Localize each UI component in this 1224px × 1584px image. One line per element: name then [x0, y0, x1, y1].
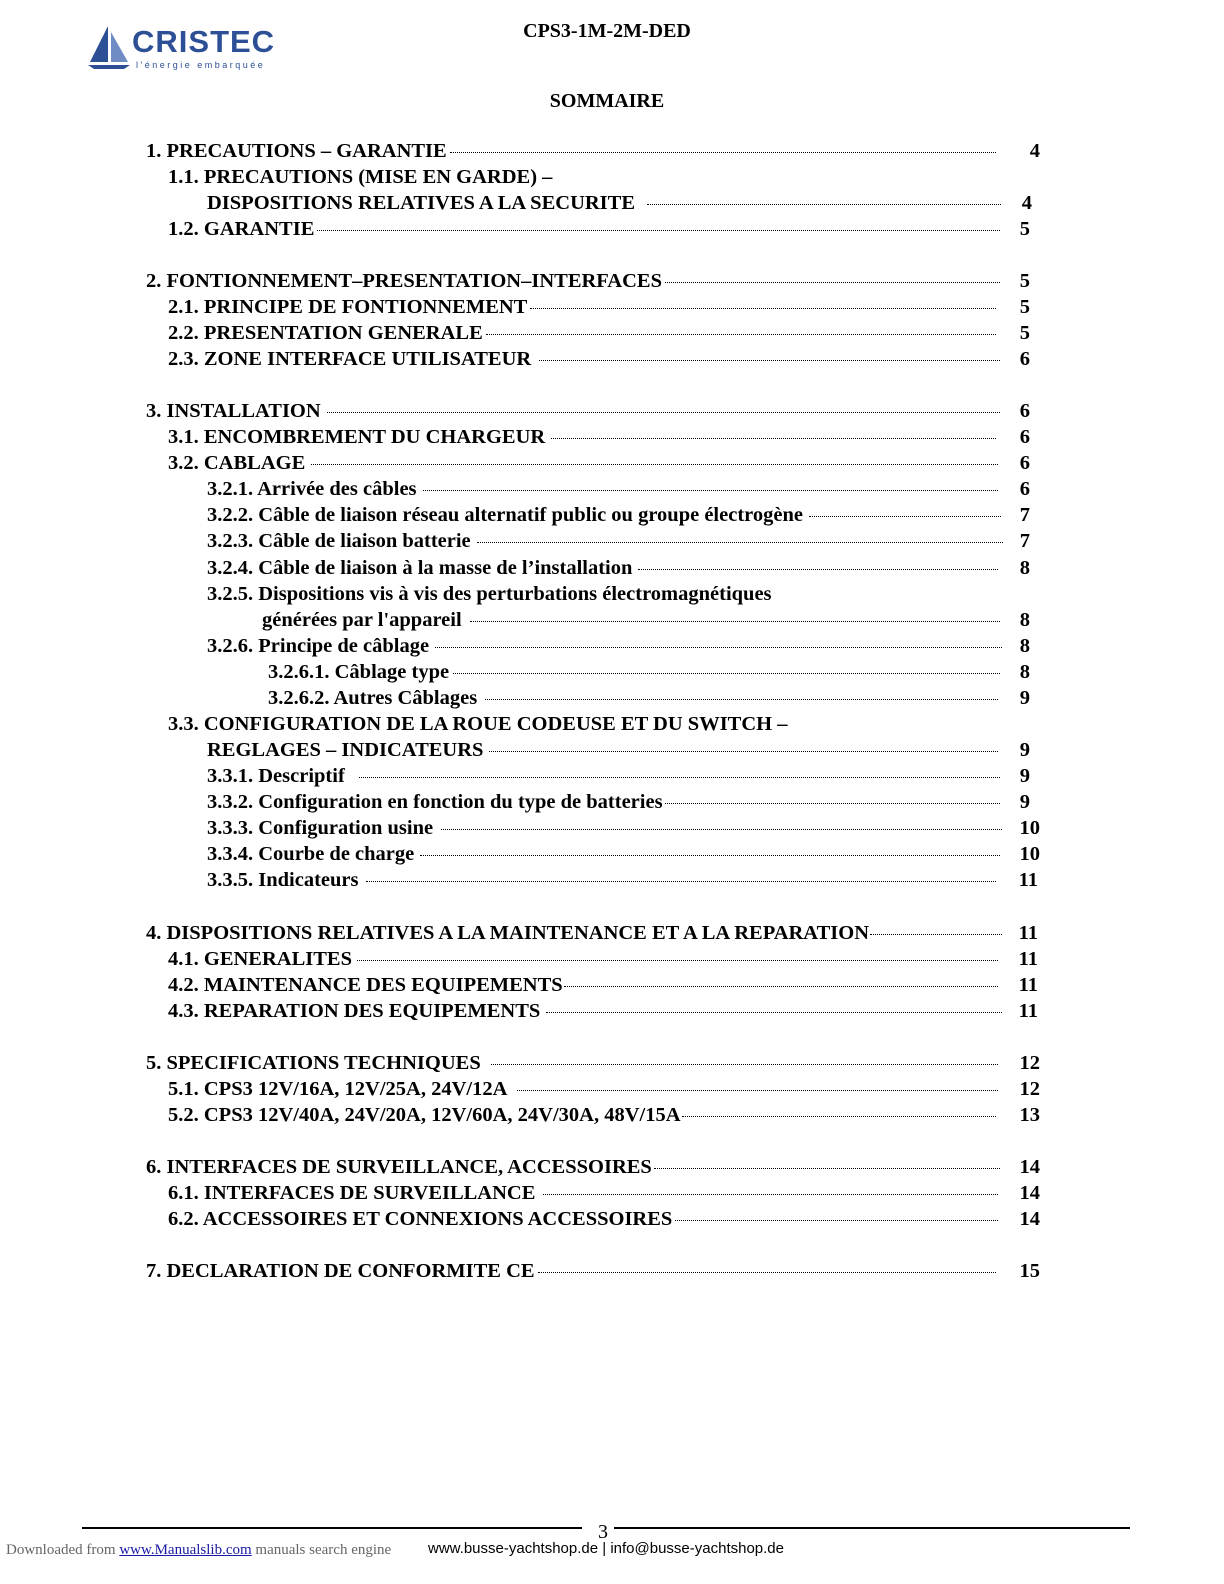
toc-leader	[477, 542, 1003, 543]
toc-entry-label: 3.2. CABLAGE	[168, 452, 306, 474]
toc-leader	[311, 464, 998, 465]
toc-entry[interactable]	[268, 661, 1030, 687]
toc-entry-page: 13	[1019, 1104, 1040, 1126]
toc-entry-label: 6.2. ACCESSOIRES ET CONNEXIONS ACCESSOIRES	[168, 1208, 673, 1230]
toc-entry[interactable]	[168, 1078, 1040, 1104]
toc-entry[interactable]	[207, 817, 1040, 843]
toc-leader	[441, 829, 1002, 830]
toc-entry-page: 6	[1019, 426, 1030, 448]
toc-entry[interactable]	[168, 348, 1030, 374]
toc-entry[interactable]	[168, 1182, 1040, 1208]
toc-entry[interactable]	[207, 843, 1040, 869]
toc-entry[interactable]	[207, 530, 1030, 556]
toc-leader	[809, 516, 1001, 517]
toc-leader	[486, 334, 996, 335]
toc-entry-page: 5	[1019, 218, 1030, 240]
page-number: 3	[598, 1521, 608, 1543]
toc-entry-page: 14	[1019, 1182, 1040, 1204]
toc-entry-label: générées par l'appareil	[262, 609, 462, 631]
toc-entry-page: 8	[1019, 661, 1030, 683]
toc-leader	[665, 803, 1000, 804]
toc-leader	[870, 934, 1002, 935]
toc-entry-page: 6	[1019, 452, 1030, 474]
toc-entry[interactable]	[146, 1052, 1040, 1078]
toc-leader	[543, 1194, 998, 1195]
toc-entry-label: 2.2. PRESENTATION GENERALE	[168, 322, 483, 344]
toc-entry-page: 5	[1019, 270, 1030, 292]
toc-entry[interactable]	[207, 791, 1030, 817]
toc-entry[interactable]	[207, 635, 1030, 661]
toc-entry-label: 5. SPECIFICATIONS TECHNIQUES	[146, 1052, 481, 1074]
toc-entry-label: 4.1. GENERALITES	[168, 948, 352, 970]
toc-entry[interactable]	[168, 296, 1030, 322]
toc-entry[interactable]	[168, 426, 1030, 452]
toc-leader	[675, 1220, 998, 1221]
toc-entry-label: 4.3. REPARATION DES EQUIPEMENTS	[168, 1000, 541, 1022]
toc-entry[interactable]	[168, 1000, 1038, 1026]
download-suffix: manuals search engine	[255, 1542, 392, 1558]
document-title: CPS3-1M-2M-DED	[523, 20, 691, 42]
toc-entry-label: 4.2. MAINTENANCE DES EQUIPEMENTS	[168, 974, 563, 996]
toc-entry-label: DISPOSITIONS RELATIVES A LA SECURITE	[207, 192, 635, 214]
toc-entry-page: 6	[1019, 348, 1030, 370]
toc-entry-label: 4. DISPOSITIONS RELATIVES A LA MAINTENANCE ET A LA REPARATION	[146, 922, 869, 944]
toc-entry-label: 3.2.2. Câble de liaison réseau alternatif public ou groupe électrogène	[207, 504, 803, 526]
download-prefix: Downloaded from	[6, 1542, 116, 1558]
toc-entry[interactable]	[168, 218, 1030, 244]
toc-entry-page: 9	[1019, 791, 1030, 813]
toc-entry[interactable]	[146, 140, 1040, 166]
toc-entry-label: 3.2.6.1. Câblage type	[268, 661, 450, 683]
toc-leader	[654, 1168, 1000, 1169]
toc-leader	[551, 438, 996, 439]
toc-entry-page: 14	[1019, 1156, 1040, 1178]
toc-leader	[485, 699, 998, 700]
download-note	[6, 1542, 391, 1559]
toc-entry-label: 7. DECLARATION DE CONFORMITE CE	[146, 1260, 535, 1282]
toc-entry-page: 4	[1021, 192, 1032, 214]
toc-leader	[491, 1064, 998, 1065]
toc-entry[interactable]	[268, 687, 1030, 713]
toc-leader	[450, 152, 996, 153]
toc-entry-label: 6. INTERFACES DE SURVEILLANCE, ACCESSOIRES	[146, 1156, 652, 1178]
toc-leader	[435, 647, 1002, 648]
toc-entry[interactable]	[168, 1208, 1040, 1234]
toc-entry-page: 9	[1019, 687, 1030, 709]
toc-entry-label: 3.3.2. Configuration en fonction du type de batteries	[207, 791, 663, 813]
toc-entry-page: 12	[1019, 1078, 1040, 1100]
toc-leader	[682, 1116, 997, 1117]
toc-entry[interactable]	[168, 948, 1038, 974]
toc-entry[interactable]	[168, 974, 1038, 1000]
toc-leader	[564, 986, 998, 987]
toc-leader	[470, 621, 1000, 622]
toc-entry[interactable]	[207, 869, 1038, 895]
toc-leader	[647, 204, 1001, 205]
toc-entry[interactable]	[146, 400, 1030, 426]
toc-entry-page: 10	[1019, 843, 1040, 865]
logo-tagline: l'énergie embarquée	[136, 60, 266, 70]
toc-leader	[317, 230, 1000, 231]
toc-entry-page: 11	[1018, 948, 1038, 970]
toc-entry-page: 4	[1029, 140, 1040, 162]
toc-entry[interactable]	[207, 583, 998, 609]
toc-entry-label: 3.2.6.2. Autres Câblages	[268, 687, 478, 709]
toc-entry-page: 9	[1019, 765, 1030, 787]
toc-entry-page: 6	[1019, 400, 1030, 422]
toc-entry-label: 3.3.5. Indicateurs	[207, 869, 359, 891]
toc-entry-label: 3.3. CONFIGURATION DE LA ROUE CODEUSE ET DU SWITCH –	[168, 713, 788, 735]
toc-entry-label: 3.1. ENCOMBREMENT DU CHARGEUR	[168, 426, 546, 448]
toc-entry[interactable]	[262, 609, 1030, 635]
toc-leader	[420, 855, 1000, 856]
toc-entry-page: 8	[1019, 557, 1030, 579]
toc-entry[interactable]	[207, 478, 1030, 504]
toc-leader	[423, 490, 998, 491]
toc-leader	[530, 308, 996, 309]
toc-entry-page: 11	[1018, 1000, 1038, 1022]
toc-leader	[638, 569, 998, 570]
toc-entry-label: 3.3.4. Courbe de charge	[207, 843, 415, 865]
toc-entry-page: 10	[1019, 817, 1040, 839]
toc-leader	[538, 1272, 996, 1273]
toc-entry[interactable]	[207, 557, 1030, 583]
toc-entry-page: 14	[1019, 1208, 1040, 1230]
toc-entry-page: 8	[1019, 609, 1030, 631]
toc-entry-label: 3.2.1. Arrivée des câbles	[207, 478, 417, 500]
logo-brand-text: CRISTEC	[132, 24, 276, 59]
footer-rule-left	[82, 1527, 582, 1529]
toc-entry[interactable]	[207, 765, 1030, 791]
toc-leader	[517, 1090, 998, 1091]
toc-entry-page: 5	[1019, 296, 1030, 318]
toc-entry-page: 5	[1019, 322, 1030, 344]
toc-leader	[327, 412, 1000, 413]
toc-heading: SOMMAIRE	[549, 90, 665, 112]
toc-entry-label: REGLAGES – INDICATEURS	[207, 739, 484, 761]
toc-entry-label: 3.2.5. Dispositions vis à vis des perturbations électromagnétiques	[207, 583, 772, 605]
toc-entry-page: 7	[1019, 530, 1030, 552]
toc-entry[interactable]	[168, 713, 998, 739]
toc-entry-label: 1.1. PRECAUTIONS (MISE EN GARDE) –	[168, 166, 553, 188]
toc-entry[interactable]	[146, 1260, 1040, 1286]
toc-entry-page: 7	[1019, 504, 1030, 526]
toc-entry-label: 3.2.3. Câble de liaison batterie	[207, 530, 471, 552]
shop-contact[interactable]: www.busse-yachtshop.de | info@busse-yachtshop.de	[428, 1540, 784, 1557]
toc-leader	[665, 282, 1000, 283]
toc-entry[interactable]	[207, 192, 1032, 218]
toc-entry-label: 5.2. CPS3 12V/40A, 24V/20A, 12V/60A, 24V/30A, 48V/15A	[168, 1104, 681, 1126]
toc-entry-page: 11	[1018, 974, 1038, 996]
toc-leader	[359, 777, 1000, 778]
toc-leader	[357, 960, 998, 961]
footer-rule-right	[614, 1527, 1130, 1529]
toc-leader	[489, 751, 998, 752]
toc-entry-label: 2.3. ZONE INTERFACE UTILISATEUR	[168, 348, 532, 370]
toc-entry[interactable]	[146, 1156, 1040, 1182]
toc-entry[interactable]	[207, 739, 1030, 765]
toc-entry[interactable]	[146, 270, 1030, 296]
manualslib-link[interactable]: www.Manualslib.com	[119, 1542, 252, 1558]
toc-entry-label: 3.3.3. Configuration usine	[207, 817, 434, 839]
toc-entry-page: 6	[1019, 478, 1030, 500]
toc-leader	[546, 1012, 1002, 1013]
toc-entry-label: 3.2.6. Principe de câblage	[207, 635, 430, 657]
toc-entry-page: 11	[1018, 922, 1038, 944]
toc-entry-label: 3.2.4. Câble de liaison à la masse de l’installation	[207, 557, 633, 579]
toc-entry-page: 12	[1019, 1052, 1040, 1074]
toc-entry-label: 3. INSTALLATION	[146, 400, 321, 422]
toc-entry-label: 1. PRECAUTIONS – GARANTIE	[146, 140, 447, 162]
toc-entry[interactable]	[168, 322, 1030, 348]
toc-entry[interactable]	[168, 1104, 1040, 1130]
toc-leader	[539, 360, 1000, 361]
toc-entry-label: 3.3.1. Descriptif	[207, 765, 345, 787]
toc-entry[interactable]	[146, 922, 1038, 948]
toc-entry-label: 5.1. CPS3 12V/16A, 12V/25A, 24V/12A	[168, 1078, 508, 1100]
toc-entry[interactable]	[207, 504, 1030, 530]
toc-entry-label: 6.1. INTERFACES DE SURVEILLANCE	[168, 1182, 536, 1204]
toc-entry-page: 11	[1018, 869, 1038, 891]
toc-entry-page: 8	[1019, 635, 1030, 657]
toc-entry[interactable]	[168, 166, 996, 192]
toc-entry-label: 2.1. PRINCIPE DE FONTIONNEMENT	[168, 296, 528, 318]
toc-entry[interactable]	[168, 452, 1030, 478]
toc-entry-page: 9	[1019, 739, 1030, 761]
toc-entry-label: 1.2. GARANTIE	[168, 218, 315, 240]
toc-leader	[453, 673, 1000, 674]
toc-entry-label: 2. FONTIONNEMENT–PRESENTATION–INTERFACES	[146, 270, 662, 292]
toc-entry-page: 15	[1019, 1260, 1040, 1282]
toc-leader	[366, 881, 996, 882]
